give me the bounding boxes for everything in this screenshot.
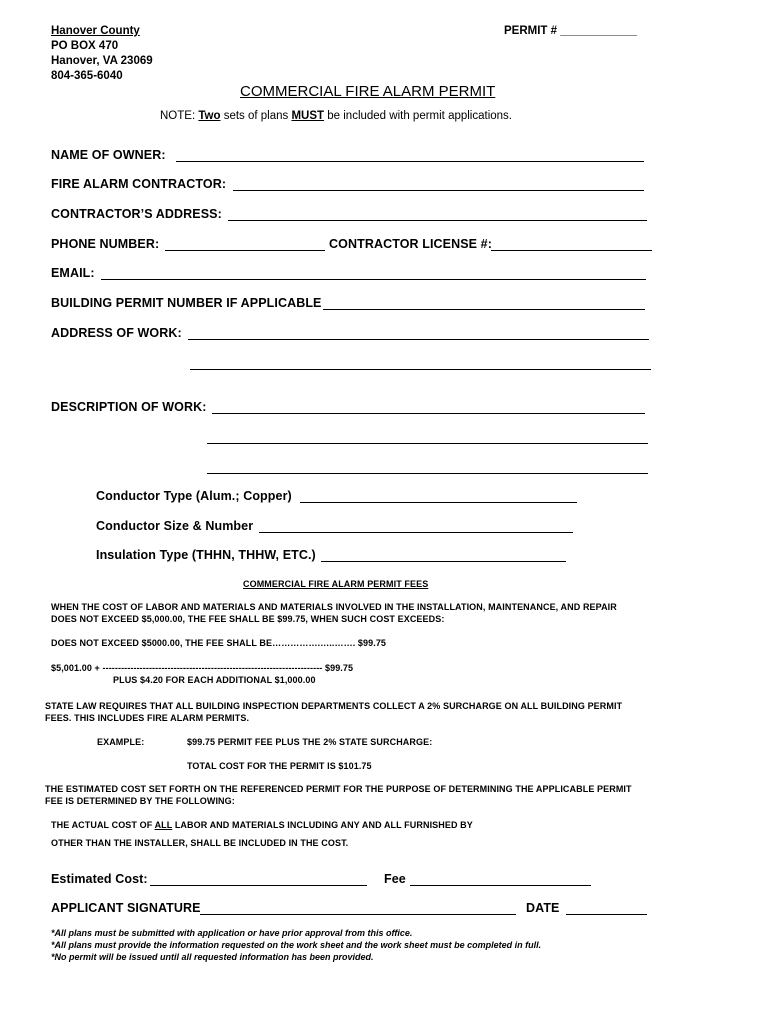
building-permit-label: BUILDING PERMIT NUMBER IF APPLICABLE [51,296,322,310]
note-prefix: NOTE: [160,110,199,122]
example-total: TOTAL COST FOR THE PERMIT IS $101.75 [187,761,372,771]
state-law-line-2: FEES. THIS INCLUDES FIRE ALARM PERMITS. [45,713,250,723]
date-input-line[interactable] [566,914,647,915]
actual-cost-prefix: THE ACTUAL COST OF [51,820,155,830]
fee-line-additional: PLUS $4.20 FOR EACH ADDITIONAL $1,000.00 [113,675,316,685]
actual-cost-line-2: OTHER THAN THE INSTALLER, SHALL BE INCLUDED IN THE COST. [51,838,349,848]
conductor-size-label: Conductor Size & Number [96,519,254,533]
example-text: $99.75 PERMIT FEE PLUS THE 2% STATE SURCHARGE: [187,737,433,747]
signature-input-line[interactable] [200,914,516,915]
fee-line-under-5000: DOES NOT EXCEED $5000.00, THE FEE SHALL BE…………….…..……. $99.75 [51,638,387,648]
permit-number-field[interactable]: PERMIT # ____________ [504,25,637,37]
note-suffix: be included with permit applications. [324,110,512,122]
footnote-3: *No permit will be issued until all requested information has been provided. [51,952,374,962]
estimated-cost-rule-line-2: FEE IS DETERMINED BY THE FOLLOWING: [45,796,235,806]
date-label: DATE [526,901,560,915]
owner-label: NAME OF OWNER: [51,148,166,162]
building-permit-input-line[interactable] [323,309,645,310]
note-must: MUST [291,110,325,122]
po-box: PO BOX 470 [51,40,119,52]
signature-label: APPLICANT SIGNATURE [51,901,201,915]
description-input-line-2[interactable] [207,443,648,444]
contractor-address-input-line[interactable] [228,220,647,221]
fee-input-line[interactable] [410,885,591,886]
email-input-line[interactable] [101,279,646,280]
contractor-label: FIRE ALARM CONTRACTOR: [51,177,227,191]
actual-cost-all: ALL [154,820,173,830]
fee-line-over-5000: $5,001.00 + ----------------------------------------------------------------------- $99.75 [51,663,354,673]
contractor-address-label: CONTRACTOR’S ADDRESS: [51,207,222,221]
estimated-cost-rule-line-1: THE ESTIMATED COST SET FORTH ON THE REFERENCED PERMIT FOR THE PURPOSE OF DETERMINING THE APPLICABLE PERMIT [45,784,632,794]
county-name: Hanover County [51,25,140,37]
actual-cost-suffix: LABOR AND MATERIALS INCLUDING ANY AND ALL FURNISHED BY [172,820,473,830]
license-label: CONTRACTOR LICENSE #: [329,237,492,251]
fees-heading: COMMERCIAL FIRE ALARM PERMIT FEES [243,579,429,589]
conductor-type-label: Conductor Type (Alum.; Copper) [96,489,292,503]
address-of-work-input-line-2[interactable] [190,369,651,370]
actual-cost-line-1 [51,820,473,830]
estimated-cost-label: Estimated Cost: [51,872,148,886]
fees-intro-line-2: DOES NOT EXCEED $5,000.00, THE FEE SHALL BE $99.75, WHEN SUCH COST EXCEEDS: [51,614,445,624]
fees-intro-line-1: WHEN THE COST OF LABOR AND MATERIALS AND MATERIALS INVOLVED IN THE INSTALLATION, MAINTENANCE, AND REPAIR [51,602,617,612]
example-label: EXAMPLE: [97,737,145,747]
description-input-line-3[interactable] [207,473,648,474]
address-of-work-input-line-1[interactable] [188,339,649,340]
contractor-input-line[interactable] [233,190,644,191]
note-mid: sets of plans [220,110,292,122]
license-input-line[interactable] [491,250,652,251]
plans-note [160,110,512,122]
state-law-line-1: STATE LAW REQUIRES THAT ALL BUILDING INSPECTION DEPARTMENTS COLLECT A 2% SURCHARGE ON ALL BUILDING PERMIT [45,701,623,711]
conductor-size-input-line[interactable] [259,532,573,533]
phone-input-line[interactable] [165,250,325,251]
footnote-1: *All plans must be submitted with application or have prior approval from this office. [51,928,413,938]
insulation-type-input-line[interactable] [321,561,566,562]
fee-label: Fee [384,872,406,886]
header-address-block [51,24,153,84]
phone-label: PHONE NUMBER: [51,237,160,251]
description-input-line-1[interactable] [212,413,645,414]
address-of-work-label: ADDRESS OF WORK: [51,326,182,340]
email-label: EMAIL: [51,266,95,280]
note-two: Two [198,110,221,122]
insulation-type-label: Insulation Type (THHN, THHW, ETC.) [96,548,316,562]
page-title: COMMERCIAL FIRE ALARM PERMIT [240,83,496,100]
owner-input-line[interactable] [176,161,644,162]
estimated-cost-input-line[interactable] [150,885,367,886]
footnote-2: *All plans must provide the information requested on the work sheet and the work sheet must be completed in full. [51,940,542,950]
city-line: Hanover, VA 23069 [51,55,153,67]
conductor-type-input-line[interactable] [300,502,577,503]
phone-number: 804-365-6040 [51,70,123,82]
description-label: DESCRIPTION OF WORK: [51,400,207,414]
